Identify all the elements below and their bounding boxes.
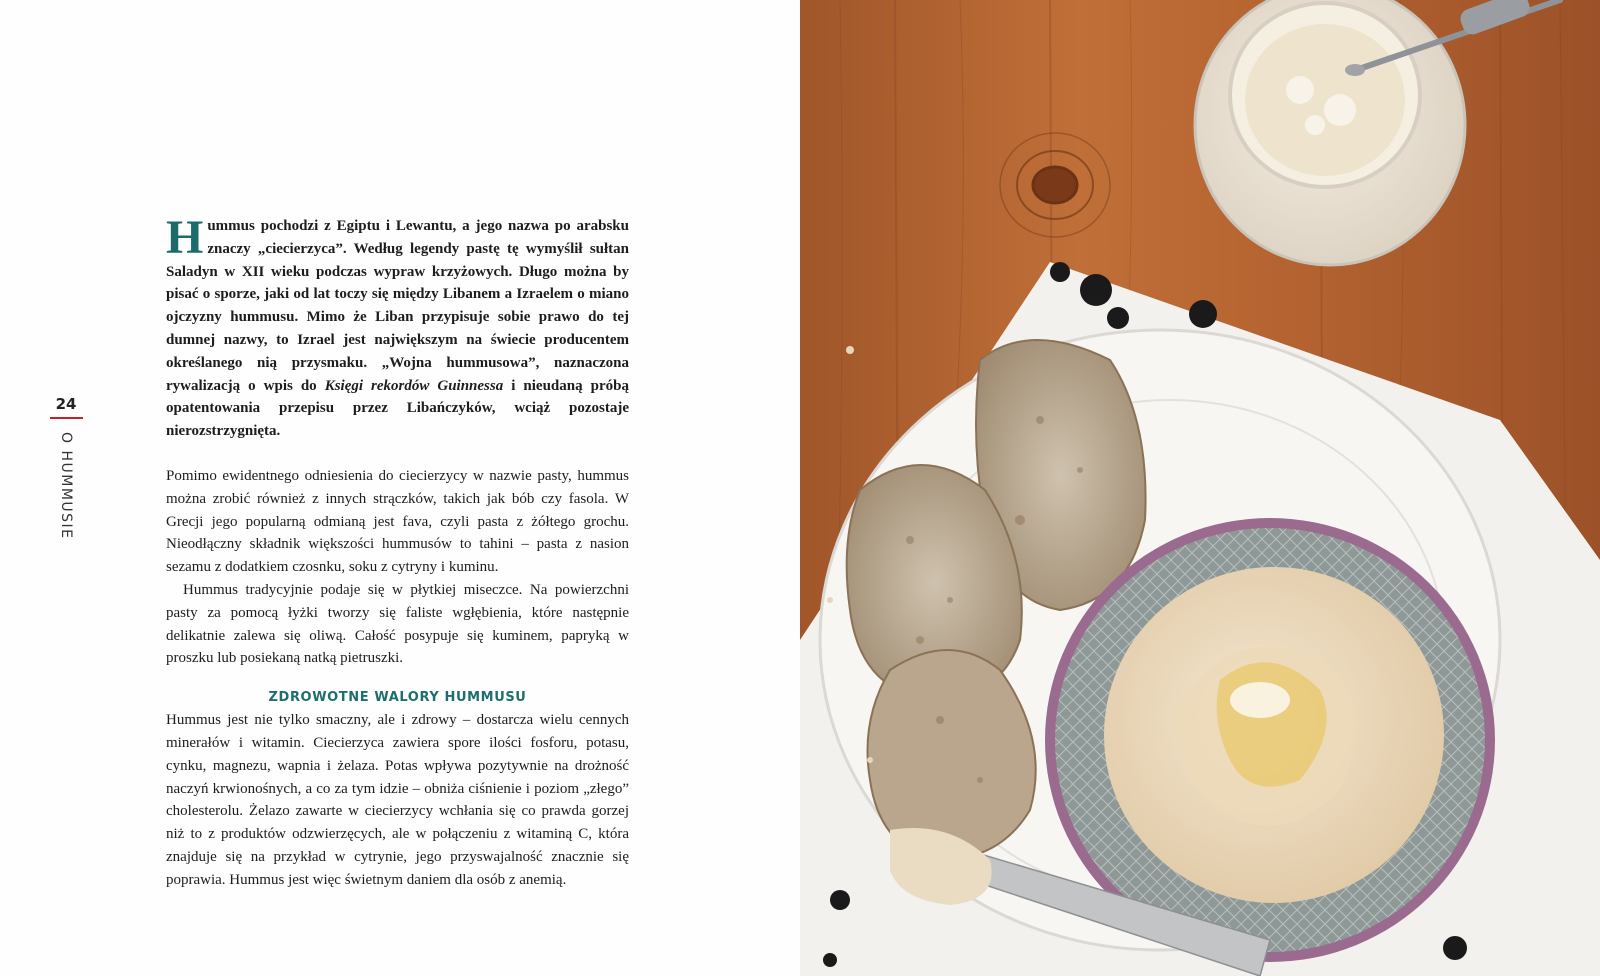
jar-of-tahini [1195,0,1465,265]
body-paragraph-1: Pomimo ewidentnego odniesienia do ciecierzycy w nazwie pasty, hummus można zrobić również z innych strączków, takich jak bób czy fasola. W Grecji jego popularną odmianą jest fava, czyli pasta z żółtego grochu. Nieodłączny składnik większości hummusów to tahini – pasta z nasion sezamu z dodatkiem czosnku, soku z cytryny i kuminu. [166,467,629,576]
running-section-label [58,432,78,540]
hummus-photo-illustration [800,0,1600,976]
text-column [166,211,629,892]
intro-book-title: Księgi rekordów Guinnessa [324,377,504,394]
folio [48,395,84,419]
page-number: 24 [55,395,77,413]
intro-text-1: ummus pochodzi z Egiptu i Lewantu, a jego nazwa po arabsku znaczy „ciecierzyca”. Według legendy pastę tę wymyślił sułtan Saladyn w XII wieku podczas wypraw krzyżowych. Długo można by pisać o sporze, jaki od lat toczy się między Libanem a Izraelem o miano ojczyzny hummusu. Mimo że Liban przypisuje sobie prawo do tej dumnej nazwy, to Izrael jest największym na świecie producentem określanego nią przysmaku. „Wojna hummusowa”, naznaczona rywalizacją o wpis do [166,218,629,394]
drop-cap: H [166,211,204,264]
hummus-photo [800,0,1600,976]
health-paragraph: Hummus jest nie tylko smaczny, ale i zdrowy – dostarcza wielu cennych minerałów i witamin. Ciecierzyca zawiera spore ilości fosforu, potasu, cynku, magnezu, wapnia i żelaza. Potas wpływa pozytywnie na drożność naczyń krwionośnych, a co za tym idzie – obniża ciśnienie i poziom „złego” cholesterolu. Żelazo zawarte w ciecierzycy wchłania się co prawda gorzej niż to z produktów odzwierzęcych, ale w połączeniu z witaminą C, która znajduje się na przykład w cytrynie, jego przyswajalność znacznie się poprawia. Hummus jest więc świetnym daniem dla osób z anemią. [166,712,629,888]
health-heading: ZDROWOTNE WALORY HUMMUSU [268,690,527,706]
intro-text-2: i nieudaną próbą opatentowania przepisu przez Libańczyków, wciąż pozostaje nierozstrzygnięta. [166,377,629,440]
intro-paragraph [166,211,629,443]
section-title: O HUMMUSIE [58,432,74,540]
folio-rule [50,417,83,419]
body-paragraph-2: Hummus tradycyjnie podaje się w płytkiej miseczce. Na powierzchni pasty za pomocą łyżki tworzy się faliste wgłębienia, które następnie delikatnie zalewa się oliwą. Całość posypuje się kuminem, papryką w proszku lub posiekaną natką pietruszki. [166,581,629,667]
